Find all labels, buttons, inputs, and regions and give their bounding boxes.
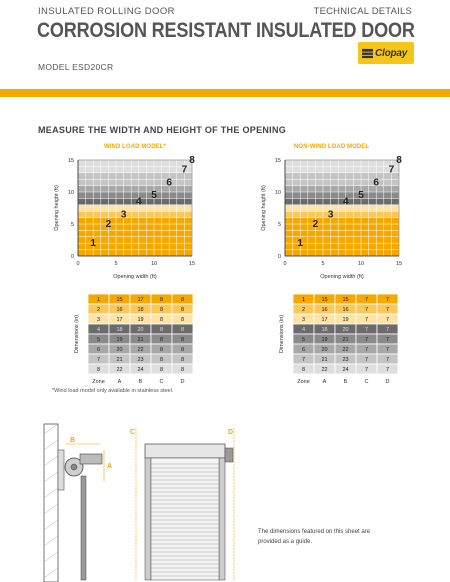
table-cell-value: 8 [180, 307, 185, 313]
section-title: MEASURE THE WIDTH AND HEIGHT OF THE OPENING [38, 125, 287, 135]
label-d: D [228, 429, 234, 436]
wind-load-table [60, 290, 200, 385]
table-cell-value: 4 [96, 327, 101, 333]
front-view-drawing [125, 420, 245, 582]
model-number: MODEL ESD20CR [38, 62, 114, 72]
x-tick-label: 10 [357, 261, 365, 267]
x-tick-label: 0 [283, 261, 287, 267]
table-cell-value: 7 [364, 307, 369, 313]
table-cell-value: 1 [96, 297, 101, 303]
y-axis-label: Opening height (ft) [54, 185, 60, 231]
table-cell-value: 7 [364, 357, 369, 363]
table-cell-value: 7 [385, 297, 390, 303]
zone-label-4: 4 [136, 196, 142, 208]
table-cell-value: 18 [321, 327, 328, 333]
table-cell-value: 8 [159, 327, 164, 333]
table-cell-value: 8 [180, 327, 185, 333]
x-axis-label: Opening width (ft) [320, 274, 364, 280]
table-cell-value: 18 [137, 307, 144, 313]
table-cell-value: 7 [364, 317, 369, 323]
table-cell-value: 21 [116, 357, 123, 363]
table-cell-value: 20 [116, 347, 123, 353]
table-cell-value: 21 [137, 337, 144, 343]
y-tick-label: 0 [277, 254, 281, 260]
table-column-header: Zone [92, 379, 105, 385]
table-cell-value: 7 [96, 357, 101, 363]
table-column-header: A [322, 379, 327, 385]
table-cell-value: 8 [159, 307, 164, 313]
x-tick-label: 10 [150, 261, 158, 267]
header-section: TECHNICAL DETAILS [313, 6, 412, 17]
table-cell-value: 8 [96, 367, 101, 373]
table-cell-value: 22 [137, 347, 144, 353]
x-tick-label: 5 [321, 261, 325, 267]
x-tick-label: 5 [114, 261, 118, 267]
header-category: INSULATED ROLLING DOOR [38, 6, 175, 17]
table-cell-value: 7 [385, 347, 390, 353]
table-column-header: D [180, 379, 185, 385]
door-hood [145, 444, 225, 458]
table-cell-value: 23 [137, 357, 144, 363]
guide-rail [81, 476, 86, 580]
zone-label-5: 5 [358, 190, 364, 202]
table-cell-value: 15 [116, 297, 123, 303]
table-cell-value: 8 [159, 357, 164, 363]
motor-box [225, 448, 233, 462]
barrel-hub [71, 464, 77, 470]
table-cell-value: 7 [364, 297, 369, 303]
table-cell-value: 15 [321, 297, 328, 303]
table-column-header: B [138, 379, 143, 385]
table-cell-value: 17 [137, 297, 144, 303]
table-cell-value: 24 [137, 367, 144, 373]
zone-label-4: 4 [343, 196, 349, 208]
zone-label-7: 7 [388, 164, 395, 176]
table-cell-value: 21 [342, 337, 349, 343]
table-cell-value: 7 [385, 327, 390, 333]
x-axis-label: Opening width (ft) [113, 274, 157, 280]
x-tick-label: 15 [188, 261, 196, 267]
zone-band-5 [78, 192, 192, 198]
table-cell-value: 8 [159, 297, 164, 303]
zone-label-3: 3 [120, 209, 127, 221]
y-tick-label: 15 [67, 158, 74, 164]
table-cell-value: 8 [159, 337, 164, 343]
table-y-label: Dimensions (in) [74, 314, 80, 354]
table-cell-value: 16 [321, 307, 328, 313]
table-cell-value: 8 [159, 347, 164, 353]
zone-label-1: 1 [90, 238, 96, 250]
door-right-guide [219, 458, 225, 580]
table-column-header: B [343, 379, 348, 385]
table-column-header: D [385, 379, 390, 385]
zone-label-5: 5 [151, 190, 157, 202]
zone-band-6 [78, 186, 192, 192]
label-b: B [70, 437, 76, 444]
zone-label-6: 6 [166, 177, 172, 189]
zone-label-7: 7 [181, 164, 188, 176]
table-cell-value: 20 [342, 327, 349, 333]
table-cell-value: 8 [159, 317, 164, 323]
clopay-logo-icon [362, 48, 373, 59]
hood [80, 454, 102, 464]
table-cell-value: 5 [96, 337, 101, 343]
zone-label-2: 2 [312, 219, 319, 230]
table-column-header: Zone [297, 379, 310, 385]
y-tick-label: 0 [70, 254, 74, 260]
footnote: *Wind load model only available in stainless steel. [52, 388, 174, 394]
table-cell-value: 8 [180, 357, 185, 363]
table-cell-value: 2 [96, 307, 101, 313]
non-wind-load-table [265, 290, 405, 385]
zone-band-4 [285, 198, 399, 204]
logo-text: Clopay [375, 47, 408, 59]
y-tick-label: 15 [274, 158, 281, 164]
zone-band-3 [78, 205, 192, 211]
zone-label-8: 8 [396, 155, 402, 166]
y-tick-label: 10 [274, 190, 281, 196]
non-wind-load-chart [245, 152, 420, 290]
table-cell-value: 8 [159, 367, 164, 373]
page-title: CORROSION RESISTANT INSULATED DOOR [37, 19, 415, 42]
table-cell-value: 16 [116, 307, 123, 313]
x-tick-label: 0 [76, 261, 80, 267]
wall-section [44, 424, 58, 582]
zone-label-6: 6 [373, 177, 379, 189]
table-cell-value: 7 [364, 337, 369, 343]
zone-label-8: 8 [189, 155, 195, 166]
wind-load-chart [38, 152, 213, 290]
table-cell-value: 8 [301, 367, 306, 373]
zone-band-2 [285, 211, 399, 217]
zone-label-1: 1 [297, 238, 303, 250]
zone-label-3: 3 [327, 209, 334, 221]
zone-band-2 [78, 211, 192, 217]
table-cell-value: 17 [116, 317, 123, 323]
table-cell-value: 19 [321, 337, 328, 343]
table-cell-value: 8 [180, 337, 185, 343]
side-view-drawing [40, 420, 130, 582]
label-a: A [107, 463, 113, 470]
label-c: C [130, 429, 136, 436]
table-cell-value: 7 [385, 357, 390, 363]
table-cell-value: 7 [301, 357, 306, 363]
y-axis-label: Opening height (ft) [261, 185, 267, 231]
table-cell-value: 20 [321, 347, 328, 353]
zone-label-2: 2 [105, 219, 112, 230]
bracket [58, 450, 64, 490]
table-cell-value: 21 [321, 357, 328, 363]
table-cell-value: 3 [96, 317, 101, 323]
table-y-label: Dimensions (in) [279, 314, 285, 354]
table-column-header: A [117, 379, 122, 385]
table-cell-value: 22 [116, 367, 123, 373]
table-cell-value: 16 [342, 307, 349, 313]
door-left-guide [145, 458, 151, 580]
zone-band-3 [285, 205, 399, 211]
x-tick-label: 15 [395, 261, 403, 267]
door-curtain [151, 458, 219, 580]
table-cell-value: 19 [137, 317, 144, 323]
table-cell-value: 24 [342, 367, 349, 373]
table-cell-value: 17 [321, 317, 328, 323]
table-cell-value: 22 [342, 347, 349, 353]
chart-title-wind: WIND LOAD MODEL* [104, 144, 166, 150]
table-cell-value: 2 [301, 307, 306, 313]
guide-note: The dimensions featured on this sheet are provided as a guide. [258, 529, 371, 545]
table-cell-value: 8 [180, 317, 185, 323]
table-cell-value: 23 [342, 357, 349, 363]
table-cell-value: 19 [116, 337, 123, 343]
table-cell-value: 5 [301, 337, 306, 343]
zone-band-4 [78, 198, 192, 204]
y-tick-label: 10 [67, 190, 74, 196]
table-cell-value: 8 [180, 297, 185, 303]
table-cell-value: 3 [301, 317, 306, 323]
table-cell-value: 8 [180, 347, 185, 353]
table-cell-value: 1 [301, 297, 306, 303]
chart-title-nonwind: NON-WIND LOAD MODEL [294, 144, 370, 150]
table-cell-value: 18 [116, 327, 123, 333]
table-cell-value: 6 [96, 347, 101, 353]
table-column-header: C [364, 379, 369, 385]
table-cell-value: 19 [342, 317, 349, 323]
table-column-header: C [159, 379, 164, 385]
table-cell-value: 4 [301, 327, 306, 333]
y-tick-label: 5 [70, 222, 74, 228]
table-cell-value: 7 [385, 317, 390, 323]
zone-band-6 [285, 186, 399, 192]
table-cell-value: 7 [364, 367, 369, 373]
table-cell-value: 6 [301, 347, 306, 353]
table-cell-value: 7 [364, 347, 369, 353]
table-cell-value: 15 [342, 297, 349, 303]
accent-bar [0, 89, 450, 97]
table-cell-value: 20 [137, 327, 144, 333]
zone-band-5 [285, 192, 399, 198]
table-cell-value: 22 [321, 367, 328, 373]
table-cell-value: 7 [385, 367, 390, 373]
table-cell-value: 7 [364, 327, 369, 333]
table-cell-value: 7 [385, 307, 390, 313]
table-cell-value: 8 [180, 367, 185, 373]
clopay-logo [358, 42, 414, 64]
table-cell-value: 7 [385, 337, 390, 343]
y-tick-label: 5 [277, 222, 281, 228]
